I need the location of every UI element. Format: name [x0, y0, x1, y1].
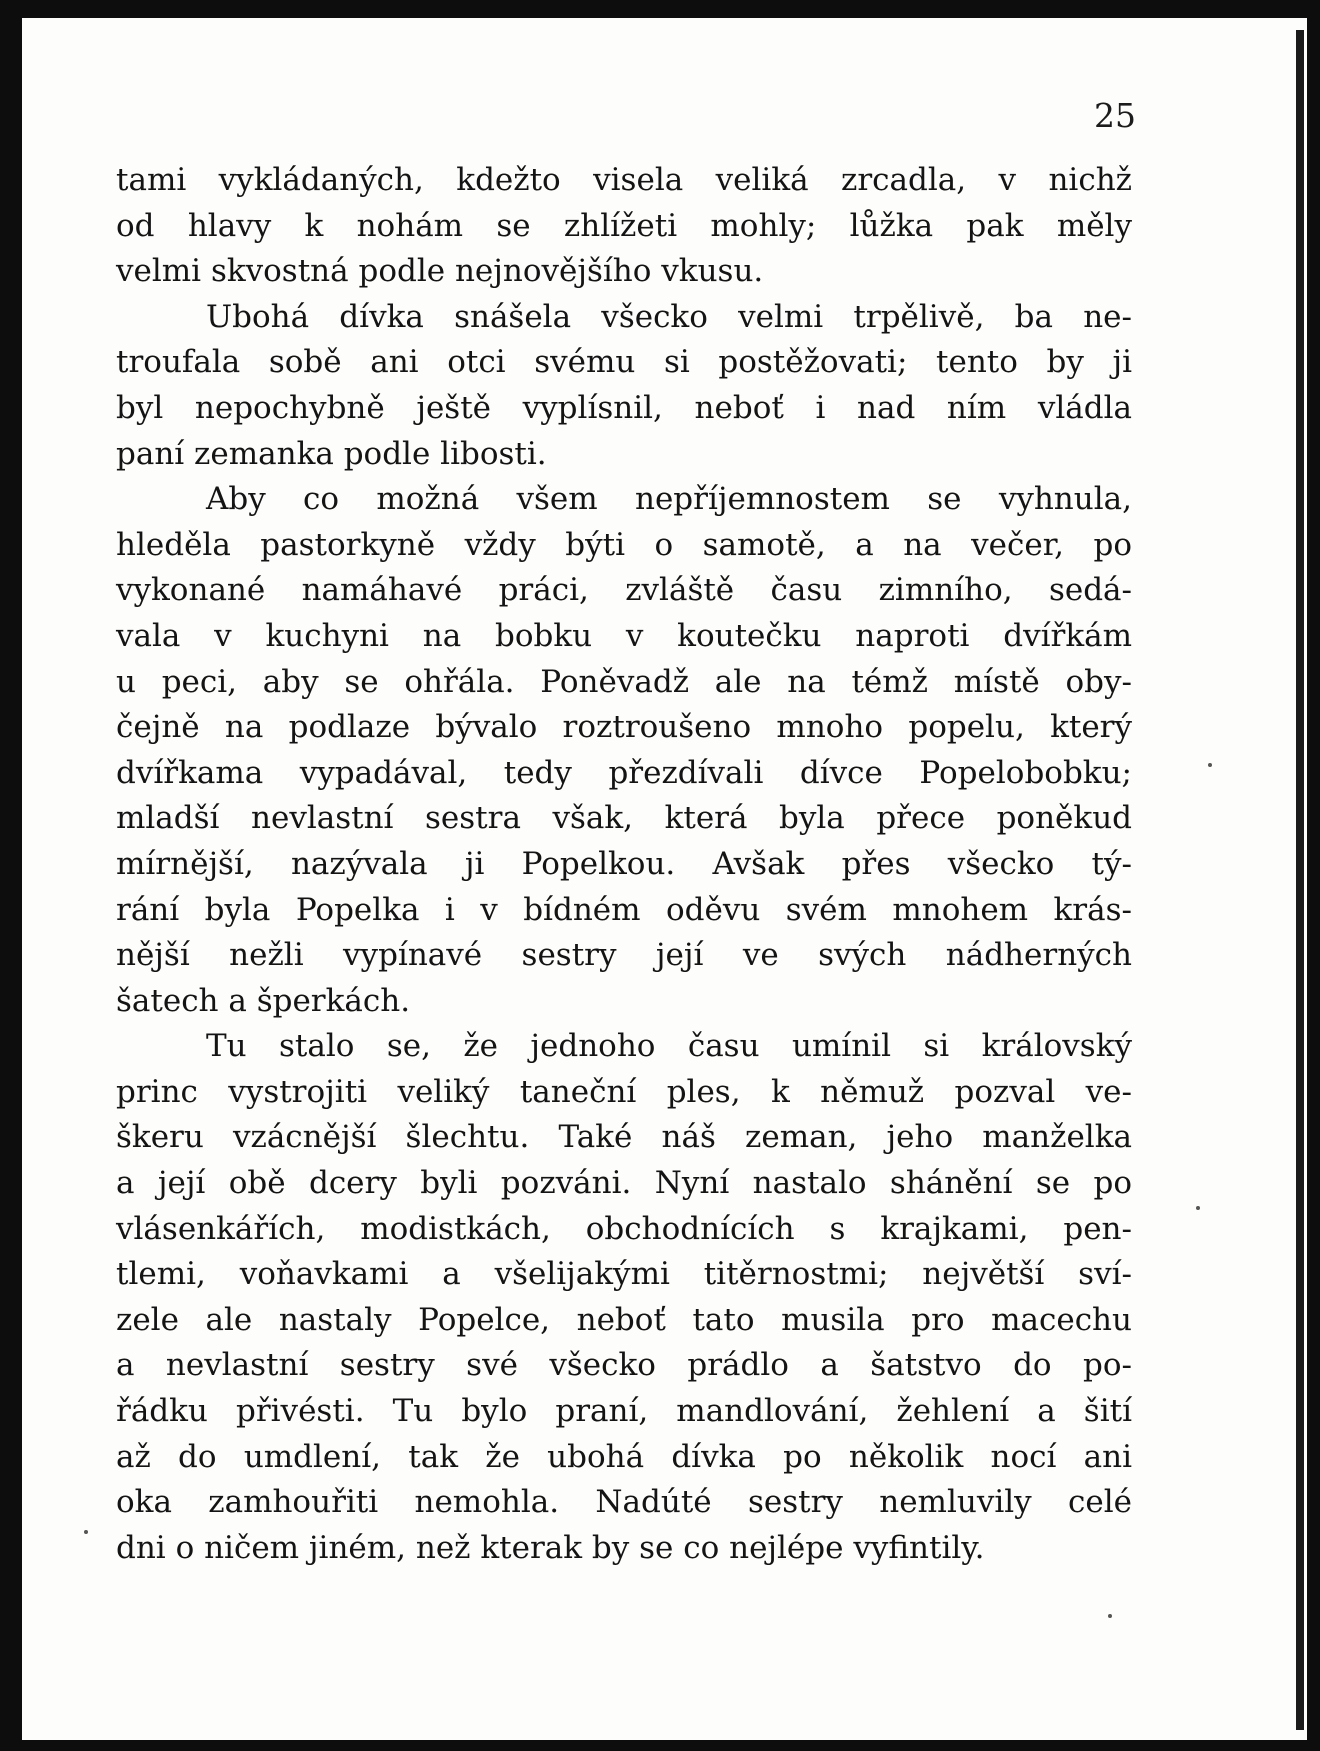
text-line: a nevlastní sestry své všecko prádlo a šatstvo do po- [116, 1347, 1132, 1384]
text-line: vykonané namáhavé práci, zvláště času zimního, sedá- [116, 572, 1132, 609]
scan-speck [1108, 1614, 1112, 1618]
page-number: 25 [1094, 96, 1136, 135]
text-line: byl nepochybně ještě vyplísnil, neboť i nad ním vládla [116, 389, 1132, 426]
text-line: mírnější, nazývala ji Popelkou. Avšak přes všecko tý- [116, 845, 1132, 882]
text-line: nější nežli vypínavé sestry její ve svých nádherných [116, 937, 1132, 974]
text-line: vlásenkářích, modistkách, obchodnících s krajkami, pen- [116, 1210, 1132, 1247]
body-text [116, 158, 1132, 1571]
text-line: mladší nevlastní sestra však, která byla přece poněkud [116, 800, 1132, 837]
text-line: oka zamhouřiti nemohla. Nadúté sestry nemluvily celé [116, 1484, 1132, 1521]
text-line: tlemi, voňavkami a všelijakými titěrnostmi; největší sví- [116, 1256, 1132, 1293]
text-line: čejně na podlaze bývalo roztroušeno mnoho popelu, který [116, 709, 1132, 746]
text-line: šatech a šperkách. [116, 982, 411, 1019]
text-line: zele ale nastaly Popelce, neboť tato musila pro macechu [116, 1301, 1132, 1338]
text-line: paní zemanka podle libosti. [116, 435, 547, 472]
text-line: škeru vzácnější šlechtu. Také náš zeman, jeho manželka [116, 1119, 1132, 1156]
text-line: Aby co možná všem nepříjemnostem se vyhnula, [206, 481, 1132, 518]
text-line: od hlavy k nohám se zhlížeti mohly; lůžka pak měly [116, 207, 1132, 244]
text-line: až do umdlení, tak že ubohá dívka po několik nocí ani [116, 1438, 1132, 1475]
text-line: a její obě dcery byli pozváni. Nyní nastalo shánění se po [116, 1165, 1132, 1202]
text-line: dni o ničem jiném, než kterak by se co nejlépe vyfintily. [116, 1529, 985, 1566]
text-line: vala v kuchyni na bobku v koutečku naproti dvířkám [116, 617, 1132, 654]
text-line: princ vystrojiti veliký taneční ples, k němuž pozval ve- [116, 1073, 1132, 1110]
text-line: Tu stalo se, že jednoho času umínil si královský [206, 1028, 1132, 1065]
scan-speck [84, 1530, 88, 1534]
text-line: u peci, aby se ohřála. Poněvadž ale na témž místě oby- [116, 663, 1132, 700]
text-line: troufala sobě ani otci svému si postěžovati; tento by ji [116, 344, 1132, 381]
text-line: Ubohá dívka snášela všecko velmi trpělivě, ba ne- [206, 298, 1132, 335]
page-edge-shadow [1296, 30, 1304, 1730]
text-line: dvířkama vypadával, tedy přezdívali dívce Popelobobku; [116, 754, 1132, 791]
text-line: řádku přivésti. Tu bylo praní, mandlování, žehlení a šití [116, 1393, 1132, 1430]
scan-speck [1196, 1206, 1200, 1210]
text-line: rání byla Popelka i v bídném oděvu svém mnohem krás- [116, 891, 1132, 928]
text-line: hleděla pastorkyně vždy býti o samotě, a na večer, po [116, 526, 1132, 563]
text-line: velmi skvostná podle nejnovějšího vkusu. [116, 253, 764, 290]
scan-speck [1208, 763, 1212, 767]
text-line: tami vykládaných, kdežto visela veliká zrcadla, v nichž [116, 162, 1132, 198]
